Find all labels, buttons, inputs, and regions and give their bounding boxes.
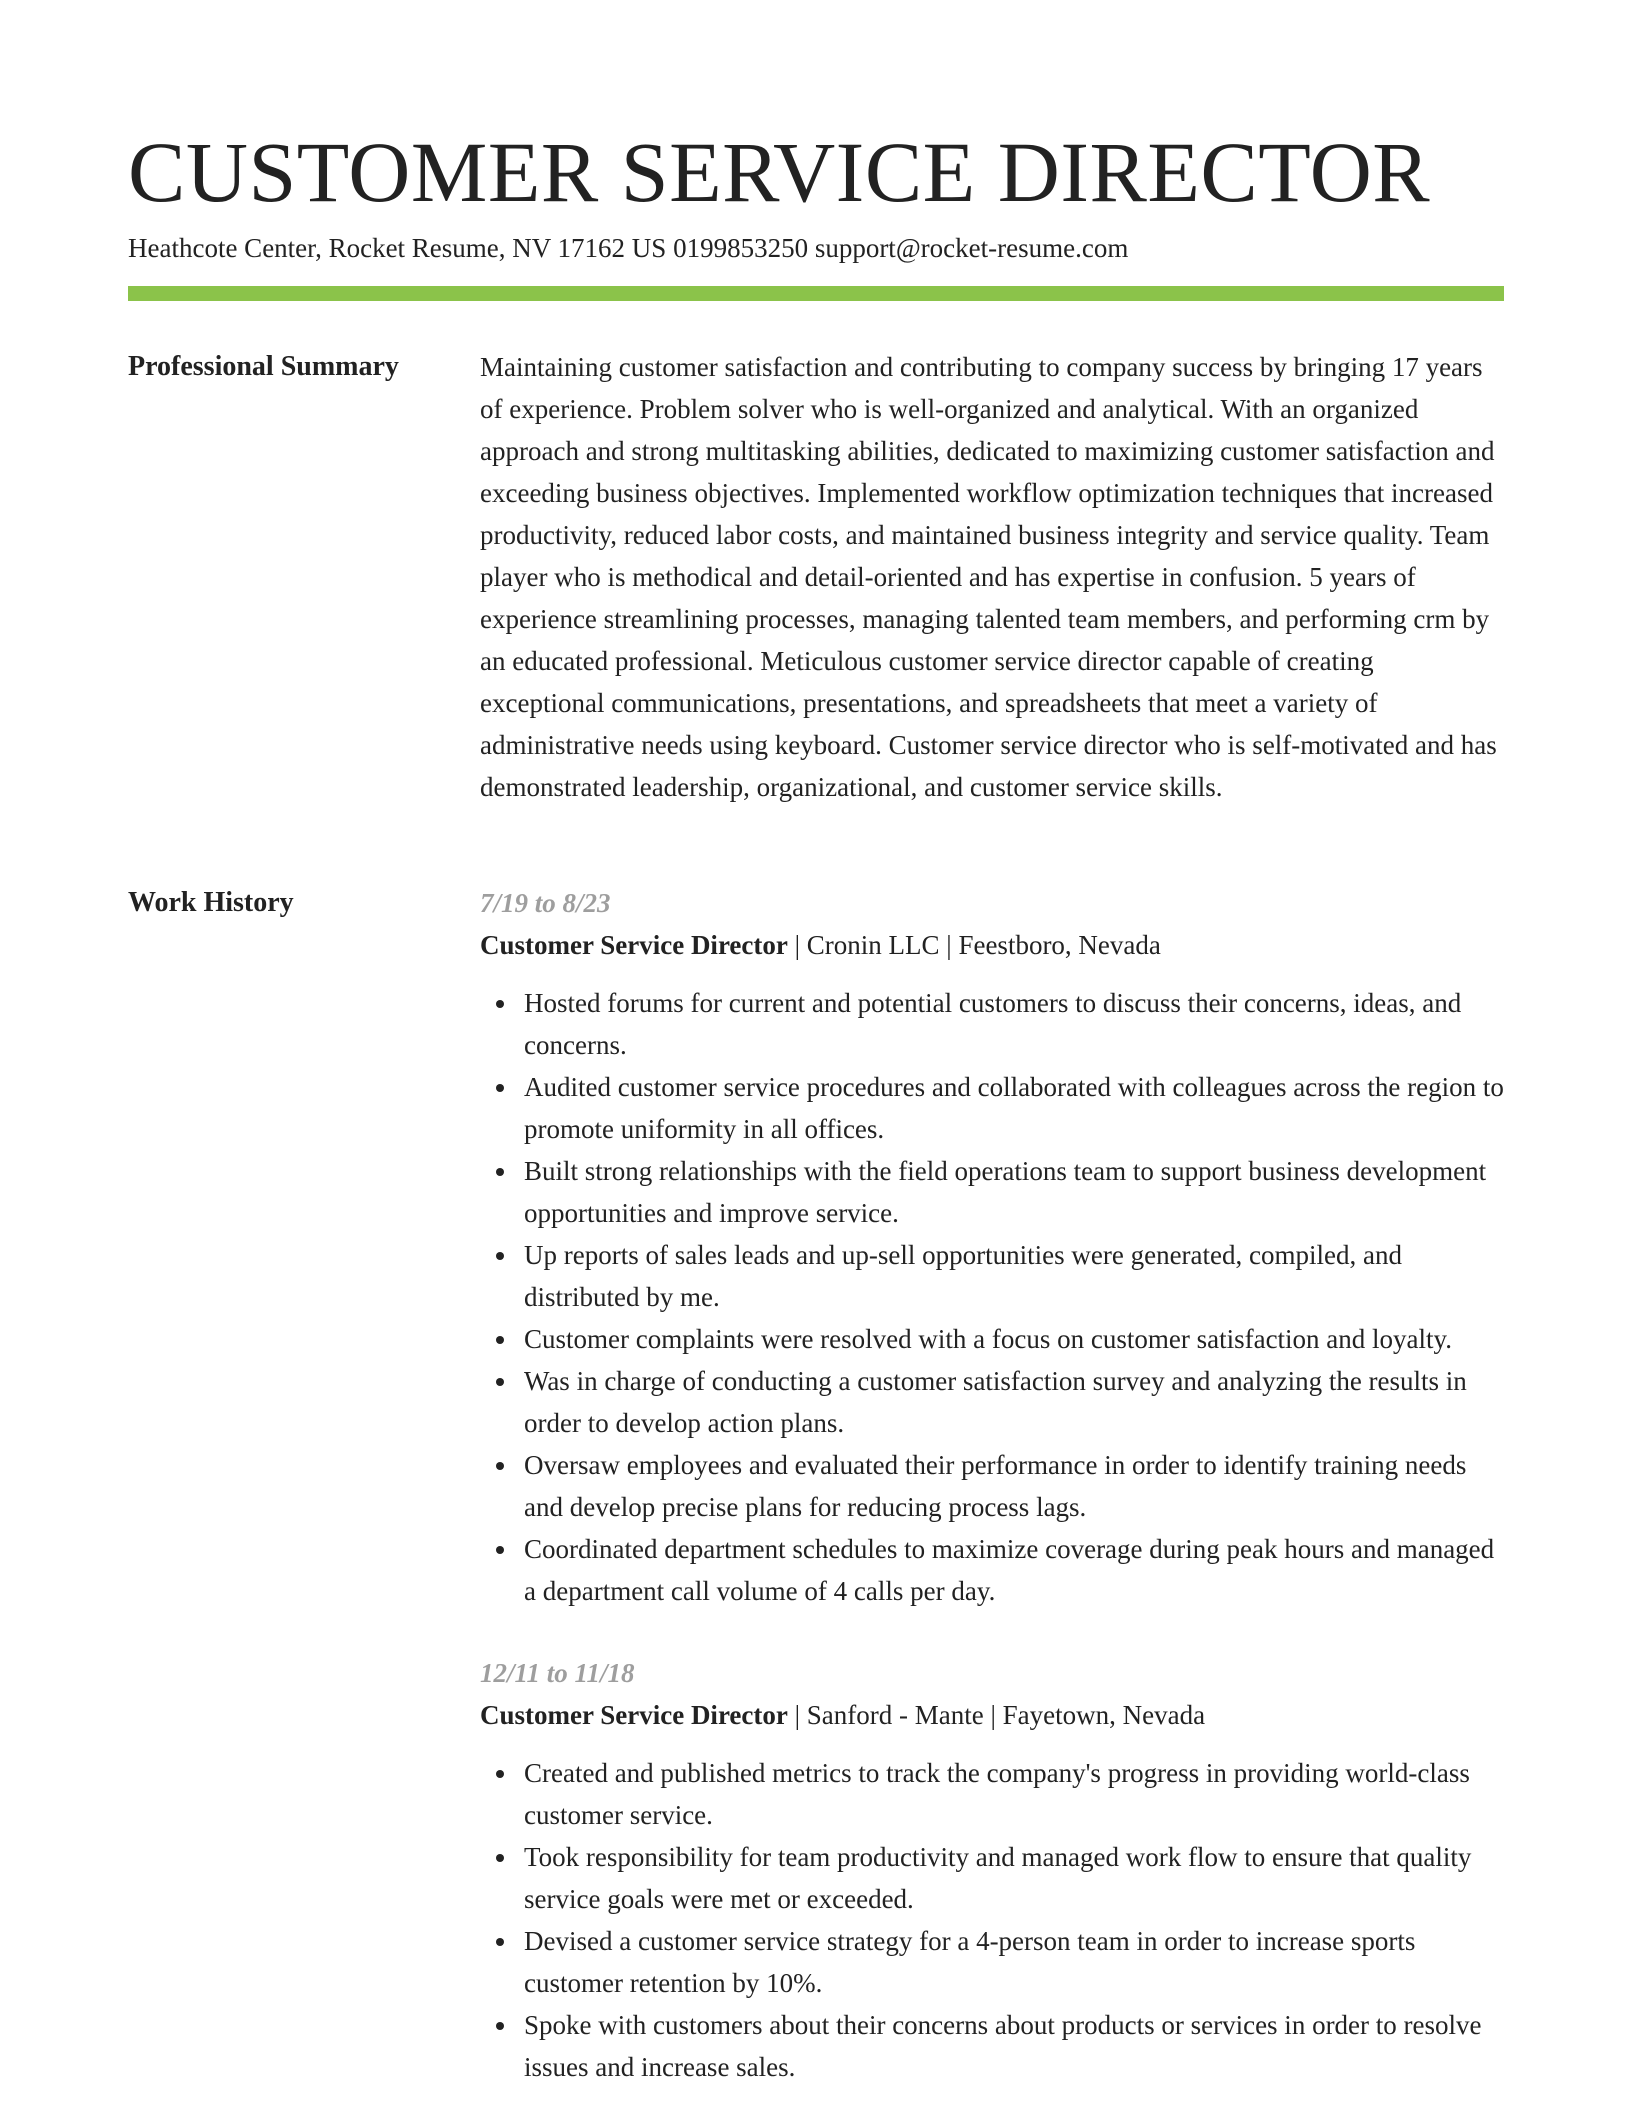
job-dates: 12/11 to 11/18 bbox=[480, 1658, 635, 1688]
job-bullet: Hosted forums for current and potential customers to discuss their concerns, ideas, and concerns. bbox=[524, 982, 1504, 1066]
job-dates: 7/19 to 8/23 bbox=[480, 888, 611, 918]
job-bullet: Audited customer service procedures and collaborated with colleagues across the region to promote uniformity in all offices. bbox=[524, 1066, 1504, 1150]
job-bullet: Spoke with customers about their concerns about products or services in order to resolve issues and increase sales. bbox=[524, 2004, 1504, 2088]
job-heading bbox=[480, 1694, 1504, 1736]
job-bullet: Was in charge of conducting a customer satisfaction survey and analyzing the results in order to develop action plans. bbox=[524, 1360, 1504, 1444]
work-history-heading: Work History bbox=[128, 887, 294, 918]
resume-title: CUSTOMER SERVICE DIRECTOR bbox=[128, 124, 1431, 220]
header-divider bbox=[128, 286, 1504, 301]
summary-text: Maintaining customer satisfaction and contributing to company success by bringing 17 years of experience. Problem solver who is well-organized and analytical. With an organized approach and strong multitasking abilities, dedicated to maximizing customer satisfaction and exceeding business objectives. Implemented workflow optimization techniques that increased productivity, reduced labor costs, and maintained business integrity and service quality. Team player who is methodical and detail-oriented and has expertise in confusion. 5 years of experience streamlining processes, managing talented team members, and performing crm by an educated professional. Meticulous customer service director capable of creating exceptional communications, presentations, and spreadsheets that meet a variety of administrative needs using keyboard. Customer service director who is self-motivated and has demonstrated leadership, organizational, and customer service skills. bbox=[480, 352, 1497, 802]
job-bullet: Took responsibility for team productivity and managed work flow to ensure that quality service goals were met or exceeded. bbox=[524, 1836, 1504, 1920]
job-bullets bbox=[480, 982, 1504, 1612]
job-bullet: Oversaw employees and evaluated their performance in order to identify training needs and develop precise plans for reducing process lags. bbox=[524, 1444, 1504, 1528]
job-company-location: | Sanford - Mante | Fayetown, Nevada bbox=[787, 1700, 1206, 1730]
job-heading bbox=[480, 924, 1504, 966]
job-entry bbox=[480, 882, 1504, 1612]
job-bullet: Built strong relationships with the field operations team to support business development opportunities and improve service. bbox=[524, 1150, 1504, 1234]
job-bullet: Created and published metrics to track the company's progress in providing world-class customer service. bbox=[524, 1752, 1504, 1836]
job-title: Customer Service Director bbox=[480, 930, 788, 960]
job-bullet: Devised a customer service strategy for a 4-person team in order to increase sports customer retention by 10%. bbox=[524, 1920, 1504, 2004]
summary-body bbox=[480, 346, 1504, 808]
job-bullets bbox=[480, 1752, 1504, 2088]
job-entry bbox=[480, 1652, 1504, 2088]
job-bullet: Coordinated department schedules to maximize coverage during peak hours and managed a department call volume of 4 calls per day. bbox=[524, 1528, 1504, 1612]
job-bullet: Up reports of sales leads and up-sell opportunities were generated, compiled, and distributed by me. bbox=[524, 1234, 1504, 1318]
job-company-location: | Cronin LLC | Feestboro, Nevada bbox=[787, 930, 1161, 960]
job-title: Customer Service Director bbox=[480, 1700, 788, 1730]
job-bullet: Customer complaints were resolved with a focus on customer satisfaction and loyalty. bbox=[524, 1318, 1504, 1360]
work-history-body bbox=[480, 882, 1504, 2128]
summary-heading: Professional Summary bbox=[128, 351, 399, 382]
contact-info: Heathcote Center, Rocket Resume, NV 17162 US 0199853250 support@rocket-resume.com bbox=[128, 233, 1129, 263]
